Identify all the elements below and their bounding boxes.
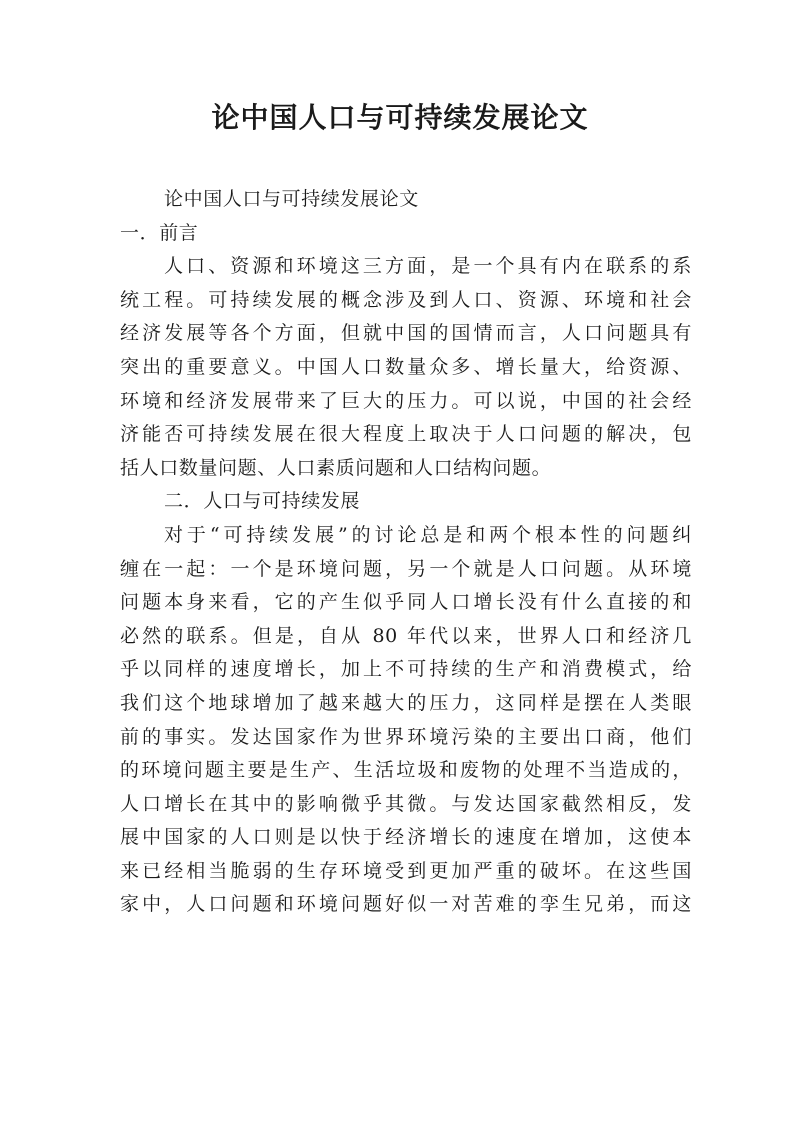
text-line: 展中国家的人口则是以快于经济增长的速度在增加，这使本 [120, 826, 692, 849]
text-line: 人口、资源和环境这三方面，是一个具有内在联系的系 [164, 255, 692, 278]
text-line: 对于“可持续发展”的讨论总是和两个根本性的问题纠 [164, 523, 692, 546]
text-line: 的环境问题主要是生产、生活垃圾和废物的处理不当造成的， [120, 759, 692, 782]
text-line: 环境和经济发展带来了巨大的压力。可以说，中国的社会经 [120, 389, 692, 412]
text-line: 括人口数量问题、人口素质问题和人口结构问题。 [120, 456, 552, 479]
text-line: 我们这个地球增加了越来越大的压力，这同样是摆在人类眼 [120, 691, 692, 714]
text-line: 问题本身来看，它的产生似乎同人口增长没有什么直接的和 [120, 591, 692, 614]
text-line: 乎以同样的速度增长，加上不可持续的生产和消费模式，给 [120, 658, 692, 681]
text-line: 统工程。可持续发展的概念涉及到人口、资源、环境和社会 [120, 288, 692, 311]
document-title: 论中国人口与可持续发展论文 [211, 101, 589, 134]
document-body [120, 183, 692, 922]
text-line: 经济发展等各个方面，但就中国的国情而言，人口问题具有 [120, 322, 692, 345]
text-line: 家中，人口问题和环境问题好似一对苦难的孪生兄弟，而这 [120, 893, 692, 916]
text-line: 前的事实。发达国家作为世界环境污染的主要出口商，他们 [120, 725, 692, 748]
text-line: 二．人口与可持续发展 [164, 490, 361, 513]
text-line: 论中国人口与可持续发展论文 [164, 188, 419, 210]
text-line: 缠在一起：一个是环境问题，另一个就是人口问题。从环境 [120, 557, 692, 580]
text-line: 必然的联系。但是，自从 80 年代以来，世界人口和经济几 [120, 624, 692, 647]
text-line: 人口增长在其中的影响微乎其微。与发达国家截然相反，发 [120, 792, 692, 815]
text-line: 济能否可持续发展在很大程度上取决于人口问题的解决，包 [120, 423, 692, 446]
text-line: 突出的重要意义。中国人口数量众多、增长量大，给资源、 [120, 355, 692, 378]
text-line: 来已经相当脆弱的生存环境受到更加严重的破坏。在这些国 [120, 859, 692, 882]
text-line: 一．前言 [120, 221, 199, 244]
